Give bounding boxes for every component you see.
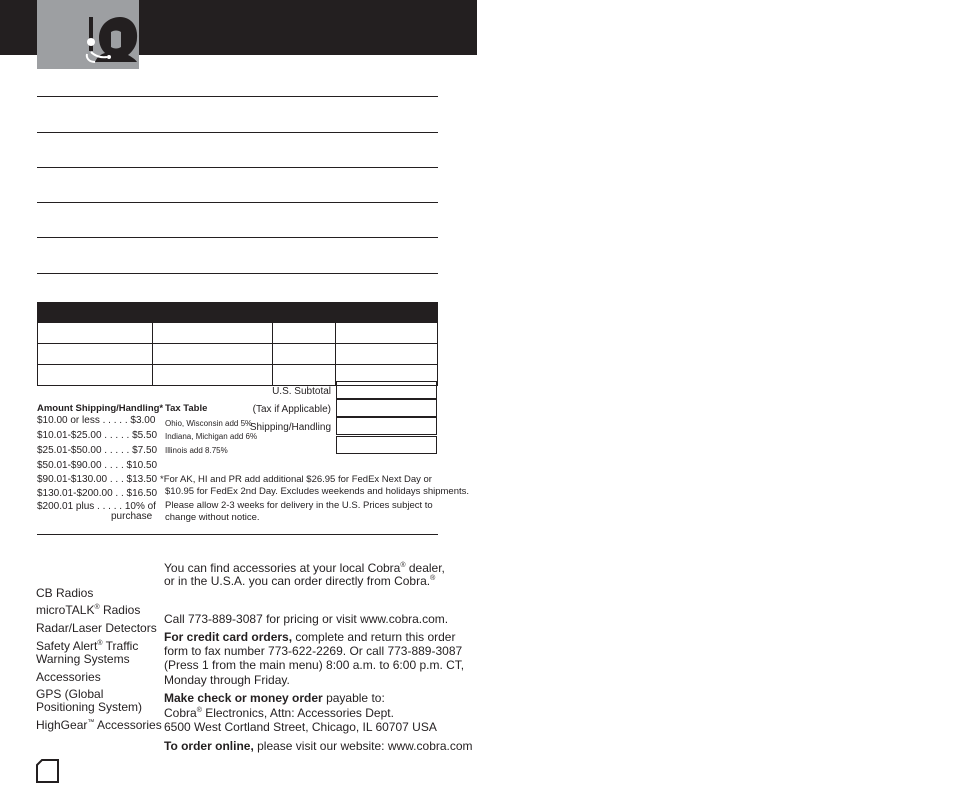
tax-field[interactable] <box>336 399 437 417</box>
shipping-row: $50.01-$90.00 . . . . $10.50 <box>37 460 158 471</box>
product-accessories: Accessories <box>36 670 101 684</box>
table-cell[interactable] <box>38 344 153 365</box>
address-line: 6500 West Cortland Street, Chicago, IL 60707 USA <box>164 720 437 734</box>
product-gps-line-2: Positioning System) <box>36 700 143 714</box>
shipping-row: $90.01-$130.00 . . . $13.50 <box>37 474 158 485</box>
credit-line-3: (Press 1 from the main menu) 8:00 a.m. to 6:00 p.m. CT, <box>164 658 465 672</box>
product-gps: GPS (Global <box>36 687 104 701</box>
product-highgear: HighGear™ Accessories <box>36 718 162 732</box>
form-line-6[interactable] <box>37 273 438 274</box>
total-field[interactable] <box>336 436 437 454</box>
shipping-field[interactable] <box>336 417 437 435</box>
subtotal-field[interactable] <box>336 381 437 399</box>
credit-line-2: form to fax number 773-622-2269. Or call 773-889-3087 <box>164 644 463 658</box>
product-safety-alert-line-2: Warning Systems <box>36 652 130 666</box>
tax-row: Indiana, Michigan add 6% <box>165 432 258 441</box>
order-table <box>37 322 438 386</box>
shipping-row: $10.00 or less . . . . . $3.00 <box>37 415 156 426</box>
form-line-1[interactable] <box>37 96 438 97</box>
intro-line-2: or in the U.S.A. you can order directly from Cobra.® <box>164 574 436 588</box>
table-cell[interactable] <box>273 323 336 344</box>
form-line-4[interactable] <box>37 202 438 203</box>
table-row <box>38 323 438 344</box>
tax-label: (Tax if Applicable) <box>252 404 331 415</box>
customer-service-icon <box>37 0 139 69</box>
table-cell[interactable] <box>273 365 336 386</box>
section-divider <box>37 534 438 535</box>
page-corner-icon <box>36 759 59 783</box>
shipping-note: $10.95 for FedEx 2nd Day. Excludes weekends and holidays shipments. <box>165 486 469 497</box>
shipping-note: *For AK, HI and PR add additional $26.95 for FedEx Next Day or <box>160 474 432 485</box>
shipping-row: $10.01-$25.00 . . . . . $5.50 <box>37 430 158 441</box>
shipping-label: Shipping/Handling <box>249 422 331 433</box>
table-cell[interactable] <box>336 323 438 344</box>
check-line: Make check or money order payable to: <box>164 691 385 705</box>
shipping-row: $25.01-$50.00 . . . . . $7.50 <box>37 445 158 456</box>
shipping-row: $130.01-$200.00 . . $16.50 <box>37 488 158 499</box>
payee-line: Cobra® Electronics, Attn: Accessories Dept. <box>164 706 394 720</box>
form-line-3[interactable] <box>37 167 438 168</box>
form-line-2[interactable] <box>37 132 438 133</box>
subtotal-label: U.S. Subtotal <box>272 386 331 397</box>
table-cell[interactable] <box>152 323 273 344</box>
delivery-note: Please allow 2-3 weeks for delivery in the U.S. Prices subject to <box>165 500 433 511</box>
order-table-header <box>37 302 438 322</box>
tax-table-header: Tax Table <box>165 403 208 414</box>
tax-row: Ohio, Wisconsin add 5% <box>165 419 253 428</box>
table-cell[interactable] <box>38 323 153 344</box>
product-radar: Radar/Laser Detectors <box>36 621 157 635</box>
call-line: Call 773-889-3087 for pricing or visit www.cobra.com. <box>164 612 449 626</box>
delivery-note: change without notice. <box>165 512 260 523</box>
shipping-row-tail: purchase <box>111 511 153 522</box>
credit-line-1: For credit card orders, complete and return this order <box>164 630 456 644</box>
product-safety-alert: Safety Alert® Traffic <box>36 639 139 653</box>
logo-box <box>37 0 139 69</box>
table-cell[interactable] <box>152 344 273 365</box>
form-line-5[interactable] <box>37 237 438 238</box>
credit-line-4: Monday through Friday. <box>164 673 290 687</box>
table-row <box>38 344 438 365</box>
tax-row: Illinois add 8.75% <box>165 446 228 455</box>
product-microtalk: microTALK® Radios <box>36 603 141 617</box>
table-cell[interactable] <box>152 365 273 386</box>
shipping-row: $200.01 plus . . . . . 10% of <box>37 501 156 512</box>
table-cell[interactable] <box>38 365 153 386</box>
table-cell[interactable] <box>336 344 438 365</box>
table-cell[interactable] <box>273 344 336 365</box>
intro-line-1: You can find accessories at your local Cobra® dealer, <box>164 561 445 575</box>
product-cb-radios: CB Radios <box>36 586 94 600</box>
online-line: To order online, please visit our website: www.cobra.com <box>164 739 473 753</box>
shipping-table-header: Amount Shipping/Handling* <box>37 403 164 414</box>
